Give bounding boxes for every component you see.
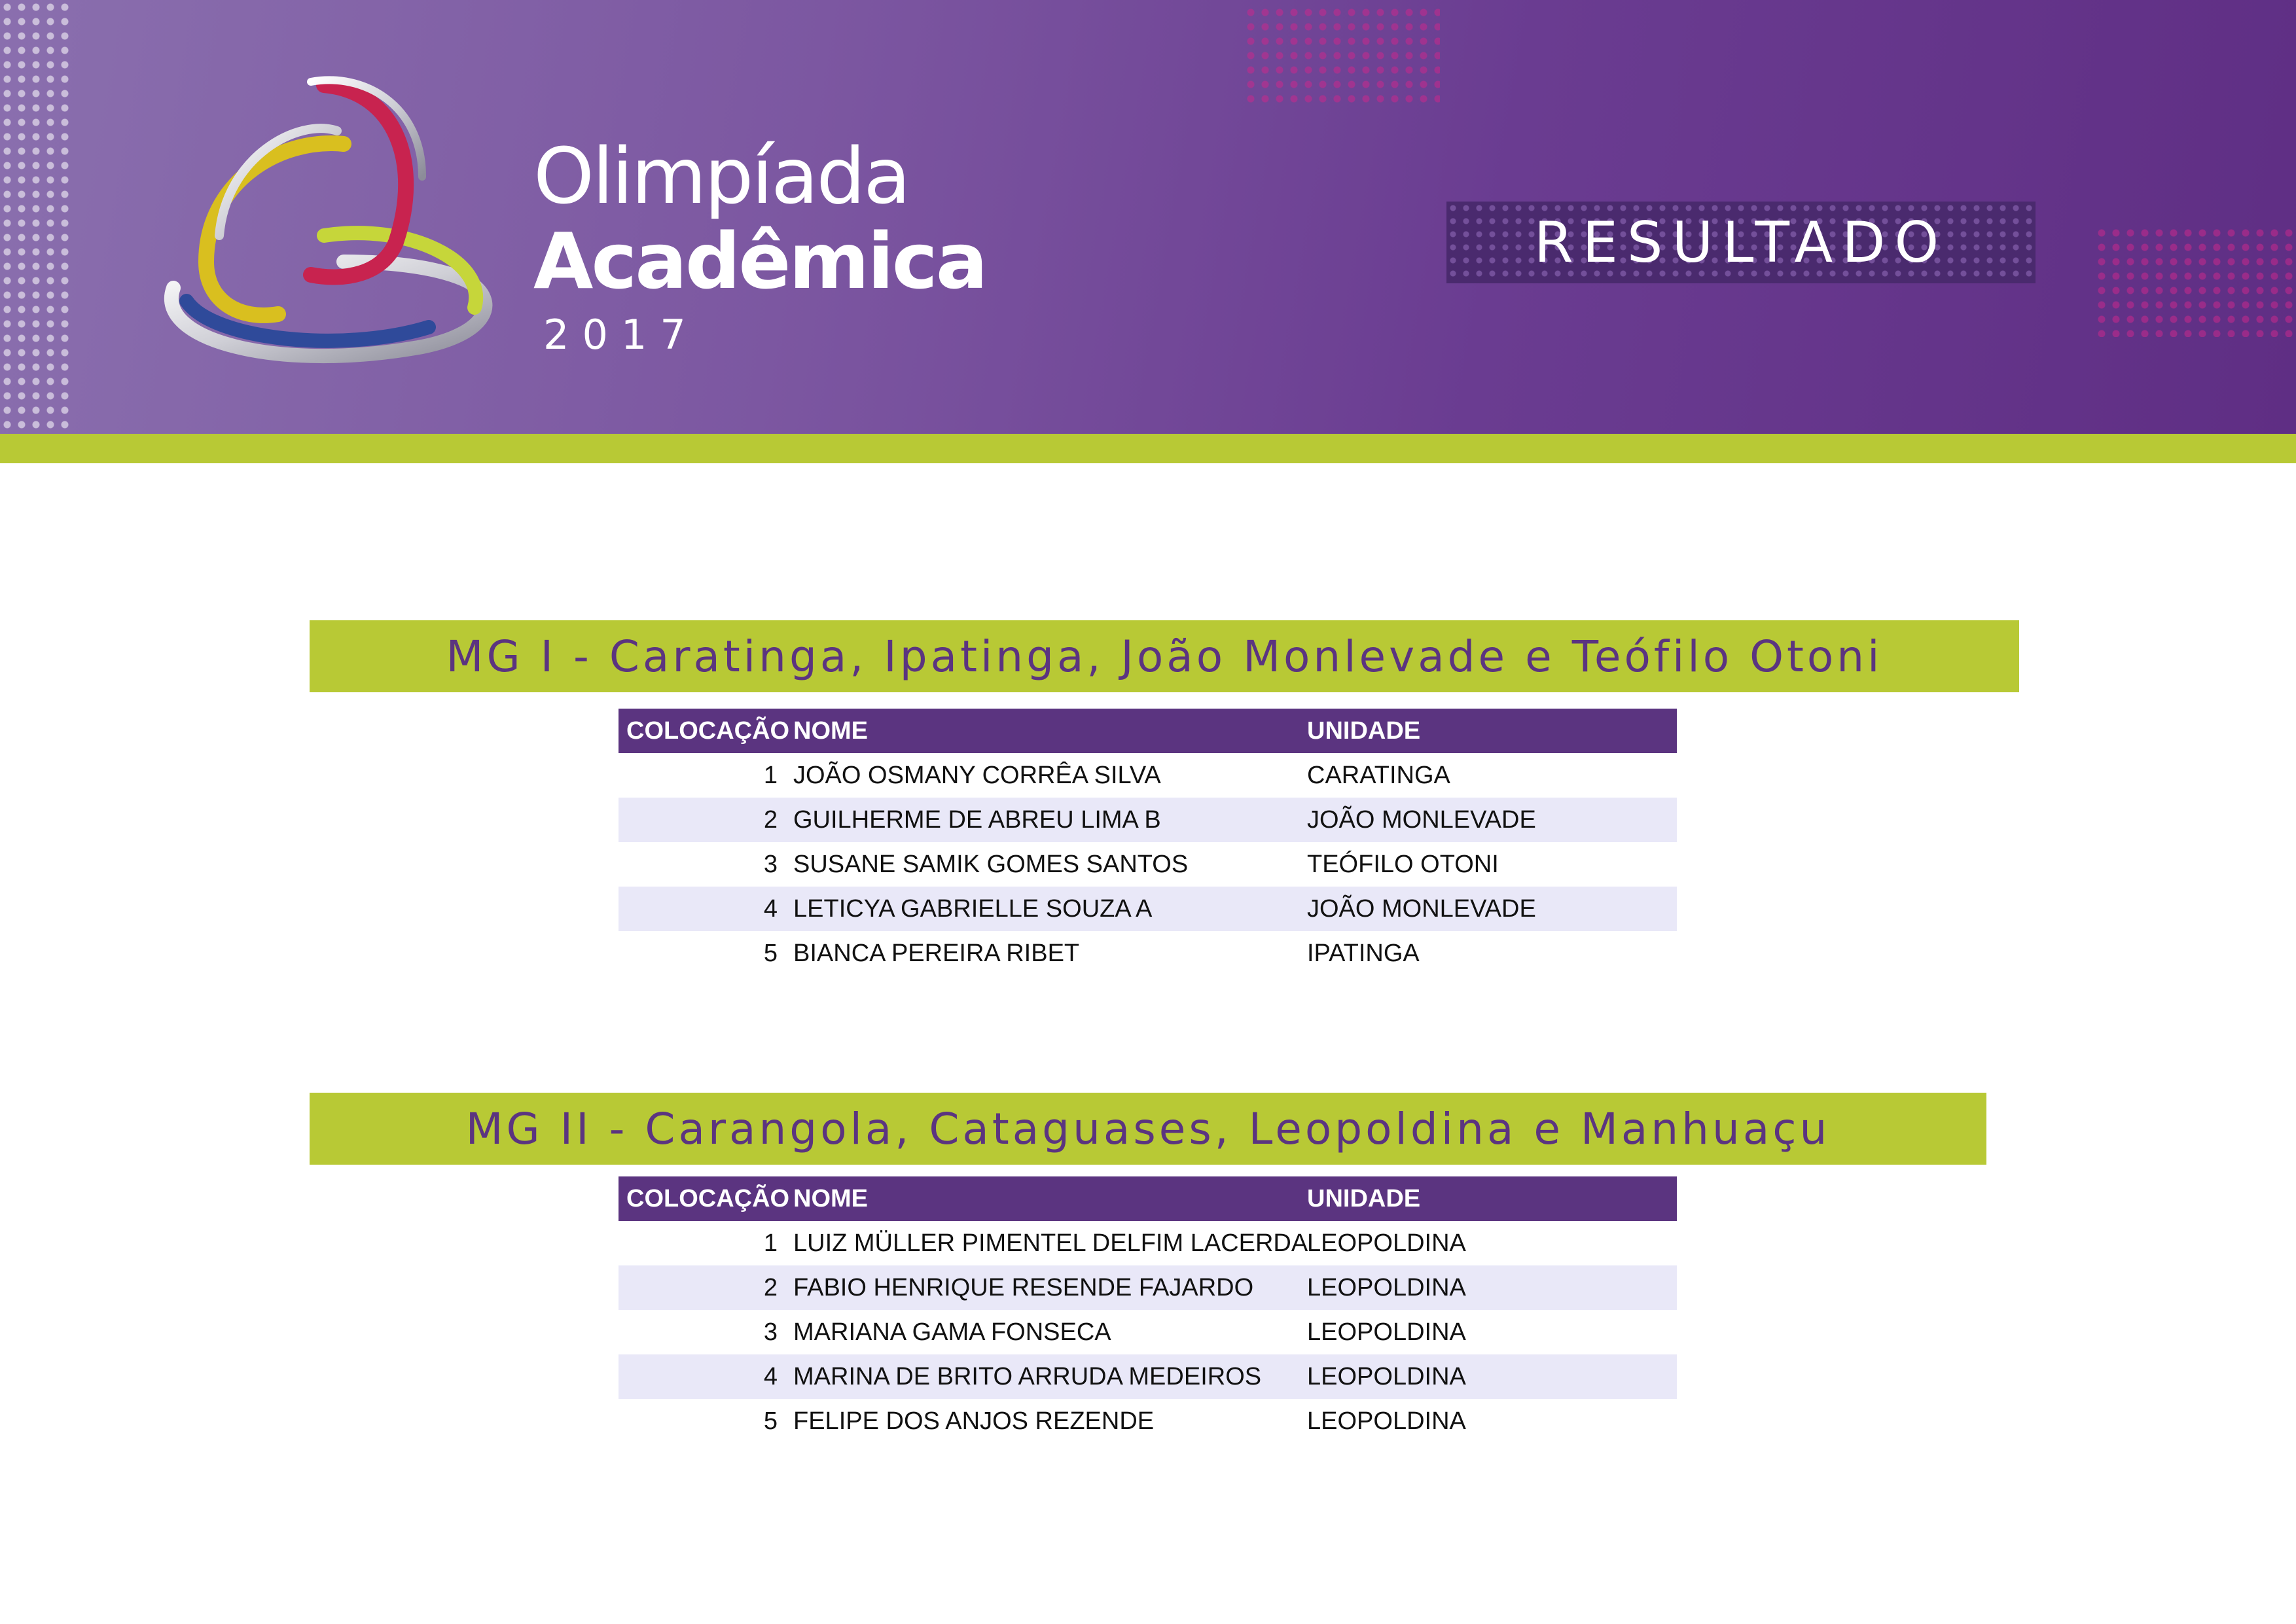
table-row <box>619 931 1677 976</box>
row-unit: CARATINGA <box>1307 761 1450 789</box>
header-unidade: UNIDADE <box>1299 1176 1677 1221</box>
row-name: FELIPE DOS ANJOS REZENDE <box>793 1407 1155 1435</box>
table-row <box>619 1310 1677 1354</box>
row-unit: LEOPOLDINA <box>1299 1265 1677 1310</box>
row-name: GUILHERME DE ABREU LIMA B <box>785 798 1299 842</box>
row-position: 1 <box>763 761 778 789</box>
table-header-row <box>619 709 1677 753</box>
row-unit: IPATINGA <box>1307 939 1420 967</box>
row-unit: LEOPOLDINA <box>1307 1229 1466 1257</box>
section-title: MG II - Carangola, Cataguases, Leopoldina e Manhuaçu <box>465 1103 1831 1154</box>
header-nome: NOME <box>785 1176 1299 1221</box>
row-unit: LEOPOLDINA <box>1299 1354 1677 1399</box>
header-colocacao: COLOCAÇÃO <box>619 1176 785 1221</box>
dot-pattern-top <box>1244 5 1440 103</box>
row-position: 5 <box>763 939 778 967</box>
olympiad-rings-logo <box>147 65 514 380</box>
brand-title-line1: Olimpíada <box>533 131 909 221</box>
table-row <box>619 798 1677 842</box>
row-name: MARINA DE BRITO ARRUDA MEDEIROS <box>785 1354 1299 1399</box>
row-unit: LEOPOLDINA <box>1307 1407 1466 1435</box>
row-position: 3 <box>763 850 778 878</box>
row-name: SUSANE SAMIK GOMES SANTOS <box>793 850 1189 878</box>
row-name: FABIO HENRIQUE RESENDE FAJARDO <box>785 1265 1299 1310</box>
row-position: 3 <box>763 1318 778 1346</box>
table-header-row <box>619 1176 1677 1221</box>
header-nome: NOME <box>785 709 1299 753</box>
row-name: LETICYA GABRIELLE SOUZA A <box>785 887 1299 931</box>
results-table <box>619 709 1677 976</box>
row-name: LUIZ MÜLLER PIMENTEL DELFIM LACERDA <box>793 1229 1308 1257</box>
table-row <box>619 1221 1677 1265</box>
section-title-bar <box>310 1093 1986 1165</box>
row-name: MARIANA GAMA FONSECA <box>793 1318 1111 1346</box>
resultado-label: RESULTADO <box>1534 209 1948 275</box>
row-unit: LEOPOLDINA <box>1307 1318 1466 1346</box>
results-table <box>619 1176 1677 1443</box>
row-position: 5 <box>763 1407 778 1435</box>
section-title: MG I - Caratinga, Ipatinga, João Monlevade e Teófilo Otoni <box>446 631 1883 682</box>
row-position: 2 <box>619 1265 785 1310</box>
header-banner <box>0 0 2296 434</box>
table-row <box>619 1399 1677 1443</box>
table-row <box>619 1265 1677 1310</box>
row-name: BIANCA PEREIRA RIBET <box>793 939 1080 967</box>
row-position: 4 <box>619 887 785 931</box>
brand-title-line2: Acadêmica <box>533 216 986 306</box>
brand-year: 2017 <box>543 311 699 359</box>
table-row <box>619 887 1677 931</box>
row-unit: TEÓFILO OTONI <box>1307 850 1499 878</box>
resultado-badge <box>1446 202 2036 283</box>
dot-pattern-left <box>0 0 72 434</box>
header-accent-bar <box>0 434 2296 463</box>
header-colocacao: COLOCAÇÃO <box>619 709 785 753</box>
row-name: JOÃO OSMANY CORRÊA SILVA <box>793 761 1161 789</box>
table-row <box>619 842 1677 887</box>
header-unidade: UNIDADE <box>1299 709 1677 753</box>
table-row <box>619 1354 1677 1399</box>
row-position: 2 <box>619 798 785 842</box>
row-unit: JOÃO MONLEVADE <box>1299 798 1677 842</box>
table-row <box>619 753 1677 798</box>
row-position: 1 <box>763 1229 778 1257</box>
section-title-bar <box>310 620 2019 692</box>
row-position: 4 <box>619 1354 785 1399</box>
dot-pattern-right <box>2094 226 2296 337</box>
row-unit: JOÃO MONLEVADE <box>1299 887 1677 931</box>
